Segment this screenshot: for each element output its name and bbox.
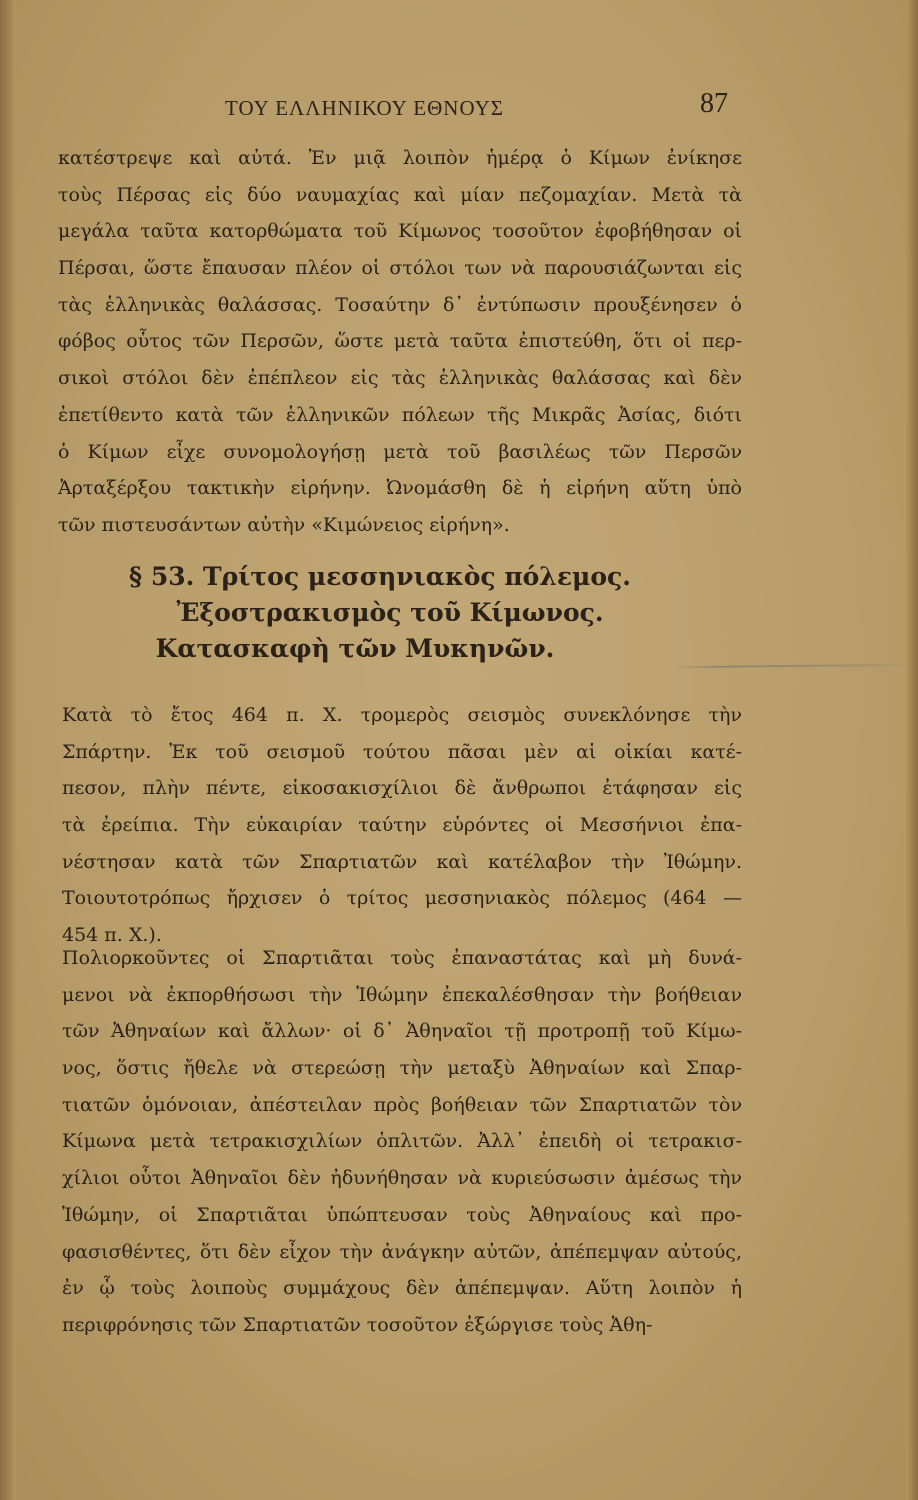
text-line: Σπάρτην. Ἐκ τοῦ σεισμοῦ τούτου πᾶσαι μὲν αἱ οἰκίαι κατέ-	[62, 740, 742, 763]
text-line: περιφρόνησις τῶν Σπαρτιατῶν τοσοῦτον ἐξώργισε τοὺς Ἀθη-	[62, 1313, 653, 1336]
section-heading-title: § 53. Τρίτος μεσσηνιακὸς πόλεμος.	[129, 562, 631, 591]
page-number: 87	[700, 88, 728, 119]
running-title: ΤΟΥ ΕΛΛΗΝΙΚΟΥ ΕΘΝΟΥΣ	[225, 96, 504, 120]
text-line: Τοιουτοτρόπως ἤρχισεν ὁ τρίτος μεσσηνιακὸς πόλεμος (464 —	[62, 887, 742, 910]
text-line: μενοι νὰ ἐκπορθήσωσι τὴν Ἰθώμην ἐπεκαλέσθησαν τὴν βοήθειαν	[62, 983, 742, 1006]
paragraph-3	[62, 940, 742, 1344]
text-line: τῶν πιστευσάντων αὐτὴν «Κιμώνειος εἰρήνη».	[58, 513, 510, 536]
text-line: κατέστρεψε καὶ αὐτά. Ἐν μιᾷ λοιπὸν ἡμέρᾳ ὁ Κίμων ἐνίκησε	[58, 147, 742, 169]
text-line: πεσον, πλὴν πέντε, εἰκοσακισχίλιοι δὲ ἄνθρωποι ἐτάφησαν εἰς	[62, 777, 742, 800]
section-heading-subtitle-2: Κατασκαφὴ τῶν Μυκηνῶν.	[155, 634, 555, 663]
text-line: χίλιοι οὗτοι Ἀθηναῖοι δὲν ἠδυνήθησαν νὰ κυριεύσωσιν ἀμέσως τὴν	[62, 1167, 742, 1190]
text-line: τῶν Ἀθηναίων καὶ ἄλλων· οἱ δ᾽ Ἀθηναῖοι τῇ προτροπῇ τοῦ Κίμω-	[62, 1020, 742, 1043]
text-line: τὰ ἐρείπια. Τὴν εὐκαιρίαν ταύτην εὑρόντες οἱ Μεσσήνιοι ἐπα-	[62, 814, 742, 837]
text-line: ἐπετίθεντο κατὰ τῶν ἑλληνικῶν πόλεων τῆς Μικρᾶς Ἀσίας, διότι	[58, 403, 742, 426]
text-line: φασισθέντες, ὅτι δὲν εἶχον τὴν ἀνάγκην αὐτῶν, ἀπέπεμψαν αὐτούς,	[62, 1240, 742, 1263]
page-edge-right	[906, 0, 918, 1500]
text-line: μεγάλα ταῦτα κατορθώματα τοῦ Κίμωνος τοσοῦτον ἐφοβήθησαν οἱ	[58, 220, 742, 243]
text-line: Ἰθώμην, οἱ Σπαρτιᾶται ὑπώπτευσαν τοὺς Ἀθηναίους καὶ προ-	[62, 1203, 742, 1226]
text-line: νος, ὅστις ἤθελε νὰ στερεώσῃ τὴν μεταξὺ Ἀθηναίων καὶ Σπαρ-	[62, 1057, 742, 1080]
text-line: Πέρσαι, ὥστε ἔπαυσαν πλέον οἱ στόλοι των νὰ παρουσιάζωνται εἰς	[58, 257, 742, 280]
section-heading-subtitle-1: Ἐξοστρακισμὸς τοῦ Κίμωνος.	[176, 598, 604, 627]
text-line: Πολιορκοῦντες οἱ Σπαρτιᾶται τοὺς ἐπαναστάτας καὶ μὴ δυνά-	[62, 947, 742, 969]
text-line: τοὺς Πέρσας εἰς δύο ναυμαχίας καὶ μίαν πεζομαχίαν. Μετὰ τὰ	[58, 183, 742, 206]
text-line: 454 π. Χ.).	[62, 924, 162, 947]
text-line: νέστησαν κατὰ τῶν Σπαρτιατῶν καὶ κατέλαβον τὴν Ἰθώμην.	[62, 850, 742, 873]
paragraph-1	[58, 140, 742, 544]
text-line: Κίμωνα μετὰ τετρακισχιλίων ὁπλιτῶν. Ἀλλ᾽ ἐπειδὴ οἱ τετρακισ-	[62, 1130, 742, 1153]
page-edge-left	[0, 0, 16, 1500]
text-line: ὁ Κίμων εἶχε συνομολογήσῃ μετὰ τοῦ βασιλέως τῶν Περσῶν	[58, 440, 742, 463]
text-line: φόβος οὗτος τῶν Περσῶν, ὥστε μετὰ ταῦτα ἐπιστεύθη, ὅτι οἱ περ-	[58, 330, 742, 353]
decorative-rule	[675, 664, 905, 668]
text-line: Κατὰ τὸ ἔτος 464 π. Χ. τρομερὸς σεισμὸς συνεκλόνησε τὴν	[62, 704, 742, 726]
paragraph-2	[62, 697, 742, 954]
text-line: τιατῶν ὁμόνοιαν, ἀπέστειλαν πρὸς βοήθειαν τῶν Σπαρτιατῶν τὸν	[62, 1093, 742, 1116]
text-line: ἐν ᾧ τοὺς λοιποὺς συμμάχους δὲν ἀπέπεμψαν. Αὕτη λοιπὸν ἡ	[62, 1277, 742, 1300]
text-line: τὰς ἑλληνικὰς θαλάσσας. Τοσαύτην δ᾽ ἐντύπωσιν προυξένησεν ὁ	[58, 293, 742, 316]
text-line: Ἀρταξέρξου τακτικὴν εἰρήνην. Ὠνομάσθη δὲ ἡ εἰρήνη αὕτη ὑπὸ	[58, 477, 742, 500]
text-line: σικοὶ στόλοι δὲν ἐπέπλεον εἰς τὰς ἑλληνικὰς θαλάσσας καὶ δὲν	[58, 367, 742, 390]
